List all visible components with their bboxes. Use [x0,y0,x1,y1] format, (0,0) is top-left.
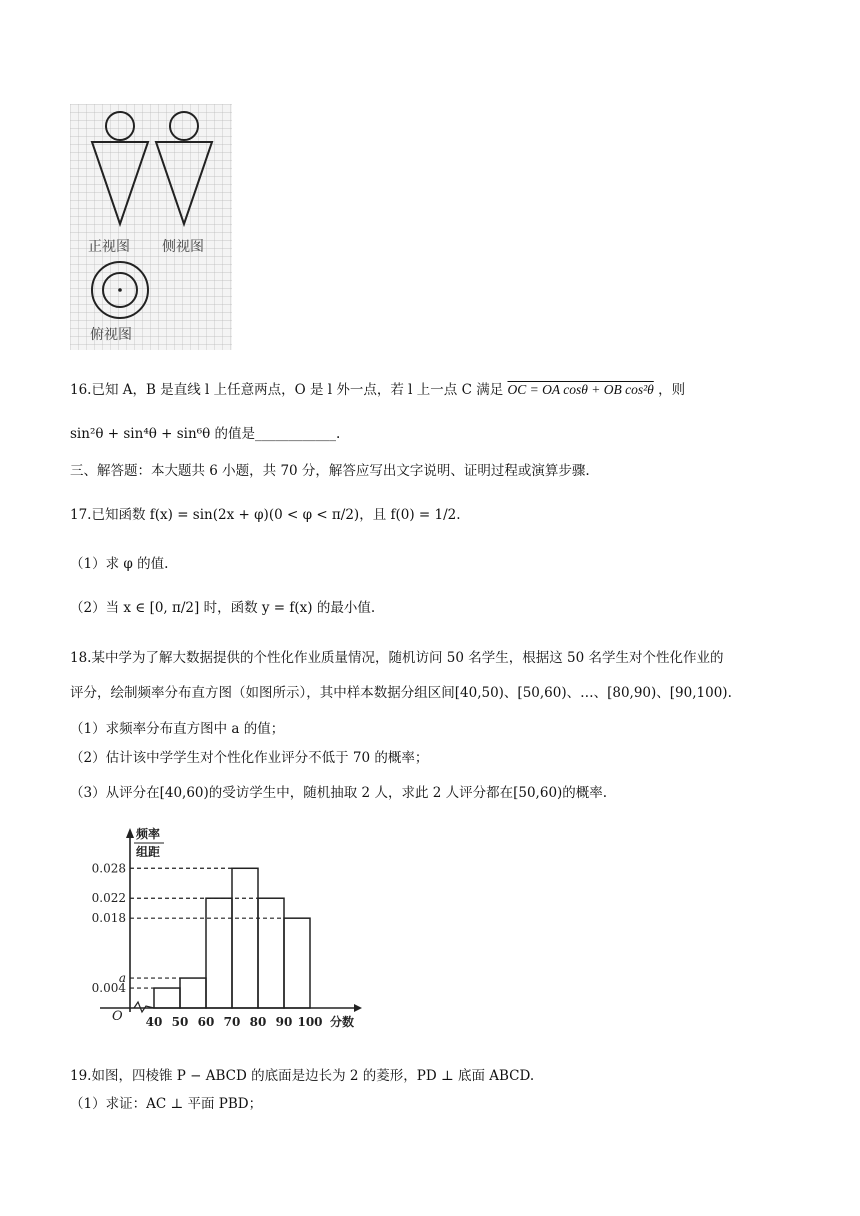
x-axis-break [134,1002,154,1012]
side-view-label: 侧视图 [162,239,204,255]
top-view-center-dot [118,288,122,292]
q17-part2: （2）当 x ∈ [0, π/2] 时，函数 y = f(x) 的最小值. [70,600,376,616]
x-tick-label: 100 [297,1015,323,1029]
q19-part1: （1）求证：AC ⊥ 平面 PBD； [70,1096,263,1112]
x-tick-label: 90 [275,1015,293,1029]
q16-line1-pre: 16.已知 A，B 是直线 l 上任意两点，O 是 l 外一点，若 l 上一点 C 满足 [70,382,504,398]
q16-line2: sin²θ + sin⁴θ + sin⁶θ 的值是____________. [70,426,341,442]
x-tick-label: 60 [197,1015,215,1029]
front-view-label: 正视图 [88,239,130,255]
y-tick-label: 0.022 [91,891,126,906]
y-tick-label: a [118,971,126,986]
x-tick-label: 40 [145,1015,163,1029]
x-axis-label: 分数 [330,1015,355,1029]
histogram-bar [154,988,180,1008]
y-tick-label: 0.028 [91,861,126,876]
x-tick-label: 70 [223,1015,241,1029]
histogram-bar [258,898,284,1008]
q17-part1: （1）求 φ 的值. [70,556,169,572]
q17-stem: 17.已知函数 f(x) = sin(2x + φ)(0 < φ < π/2)，且 f(0) = 1/2. [70,507,461,523]
histogram-bar [284,918,310,1008]
frequency-histogram [70,820,390,1052]
origin-label: O [112,1009,123,1024]
q16-vector-formula: OC = OA cosθ + OB cos²θ [507,382,654,397]
q16-line1 [70,380,685,400]
y-axis-arrow [126,828,134,838]
q18-part2: （2）估计该中学学生对个性化作业评分不低于 70 的概率； [70,750,429,766]
q18-part1: （1）求频率分布直方图中 a 的值； [70,721,285,737]
histogram-bar [206,898,232,1008]
q18-part3: （3）从评分在[40,60)的受访学生中，随机抽取 2 人，求此 2 人评分都在[50,60)的概率. [70,785,608,801]
y-axis-label-denominator: 组距 [136,845,161,859]
q19-stem: 19.如图，四棱锥 P − ABCD 的底面是边长为 2 的菱形，PD ⊥ 底面 ABCD. [70,1068,535,1084]
y-tick-label: 0.018 [91,911,126,926]
x-tick-label: 50 [171,1015,189,1029]
y-tick-label: 0.004 [91,981,126,996]
x-tick-label: 80 [249,1015,267,1029]
section-3-heading: 三、解答题：本大题共 6 小题，共 70 分，解答应写出文字说明、证明过程或演算步骤. [70,463,590,479]
three-view-drawing [70,104,232,350]
histogram-bar [232,868,258,1008]
histogram-bar [180,978,206,1008]
y-axis-label-numerator: 频率 [136,827,161,841]
histogram-svg [70,820,390,1052]
three-view-figure [70,104,232,350]
q18-line2: 评分，绘制频率分布直方图（如图所示），其中样本数据分组区间[40,50)、[50,60)、…、[80,90)、[90,100). [70,685,732,701]
q16-line1-post: ，则 [658,382,686,398]
top-view-label: 俯视图 [90,327,132,343]
q18-line1: 18.某中学为了解大数据提供的个性化作业质量情况，随机访问 50 名学生，根据这 50 名学生对个性化作业的 [70,650,724,666]
x-axis-arrow [354,1004,362,1012]
